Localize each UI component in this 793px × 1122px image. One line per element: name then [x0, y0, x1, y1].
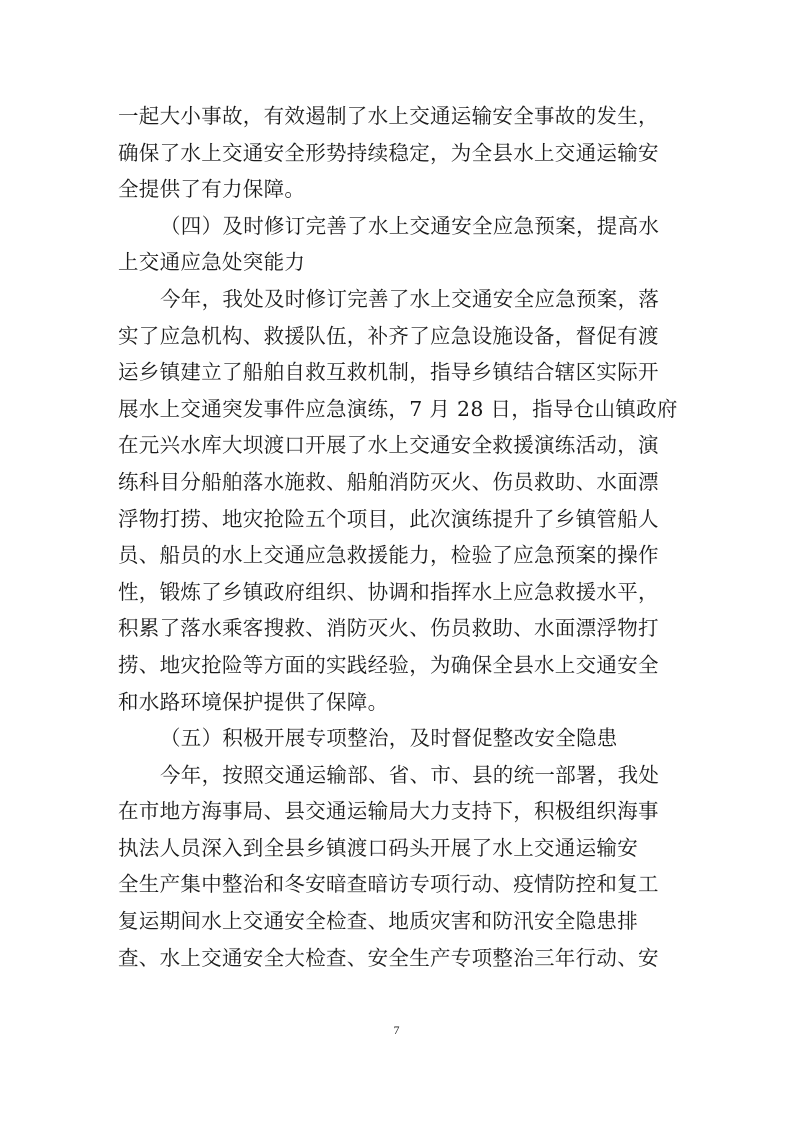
- text-line: 运乡镇建立了船舶自救互救机制，指导乡镇结合辖区实际开: [118, 360, 659, 385]
- text-line: 复运期间水上交通安全检查、地质灾害和防汛安全隐患排: [118, 909, 638, 934]
- text-line: 练科目分船舶落水施救、船舶消防灭火、伤员救助、水面漂: [118, 469, 659, 494]
- body-text: [118, 98, 678, 976]
- paragraph-start-line: 今年，我处及时修订完善了水上交通安全应急预案，落: [160, 286, 660, 311]
- text-line: 一起大小事故，有效遏制了水上交通运输安全事故的发生，: [118, 104, 659, 128]
- text-line: 在元兴水库大坝渡口开展了水上交通安全救援演练活动，演: [118, 433, 659, 458]
- text-line: 确保了水上交通安全形势持续稳定，为全县水上交通运输安: [118, 140, 659, 165]
- text-line: 在市地方海事局、县交通运输局大力支持下，积极组织海事: [118, 799, 659, 824]
- paragraph-start-line: （五）积极开展专项整治，及时督促整改安全隐患: [160, 726, 618, 751]
- paragraph-start-line: （四）及时修订完善了水上交通安全应急预案，提高水: [160, 213, 660, 238]
- text-line: 和水路环境保护提供了保障。: [118, 689, 389, 714]
- text-line: 捞、地灾抢险等方面的实践经验，为确保全县水上交通安全: [118, 652, 659, 677]
- text-line: 全提供了有力保障。: [118, 177, 306, 202]
- text-line: 查、水上交通安全大检查、安全生产专项整治三年行动、安: [118, 945, 659, 970]
- text-line: 积累了落水乘客搜救、消防灭火、伤员救助、水面漂浮物打: [118, 616, 659, 641]
- text-line: 员、船员的水上交通应急救援能力，检验了应急预案的操作: [118, 543, 659, 568]
- page-number: 7: [393, 1023, 400, 1037]
- text-line: 全生产集中整治和冬安暗查暗访专项行动、疫情防控和复工: [118, 872, 659, 897]
- text-line: 执法人员深入到全县乡镇渡口码头开展了水上交通运输安: [118, 835, 638, 860]
- text-line: 浮物打捞、地灾抢险五个项目，此次演练提升了乡镇管船人: [118, 506, 659, 531]
- text-line: 展水上交通突发事件应急演练，7 月 28 日，指导仓山镇政府: [118, 396, 678, 421]
- text-line: 上交通应急处突能力: [118, 250, 306, 275]
- text-line: 性，锻炼了乡镇政府组织、协调和指挥水上应急救援水平，: [118, 579, 659, 604]
- text-line: 实了应急机构、救援队伍，补齐了应急设施设备，督促有渡: [118, 323, 659, 348]
- paragraph-start-line: 今年，按照交通运输部、省、市、县的统一部署，我处: [160, 762, 660, 787]
